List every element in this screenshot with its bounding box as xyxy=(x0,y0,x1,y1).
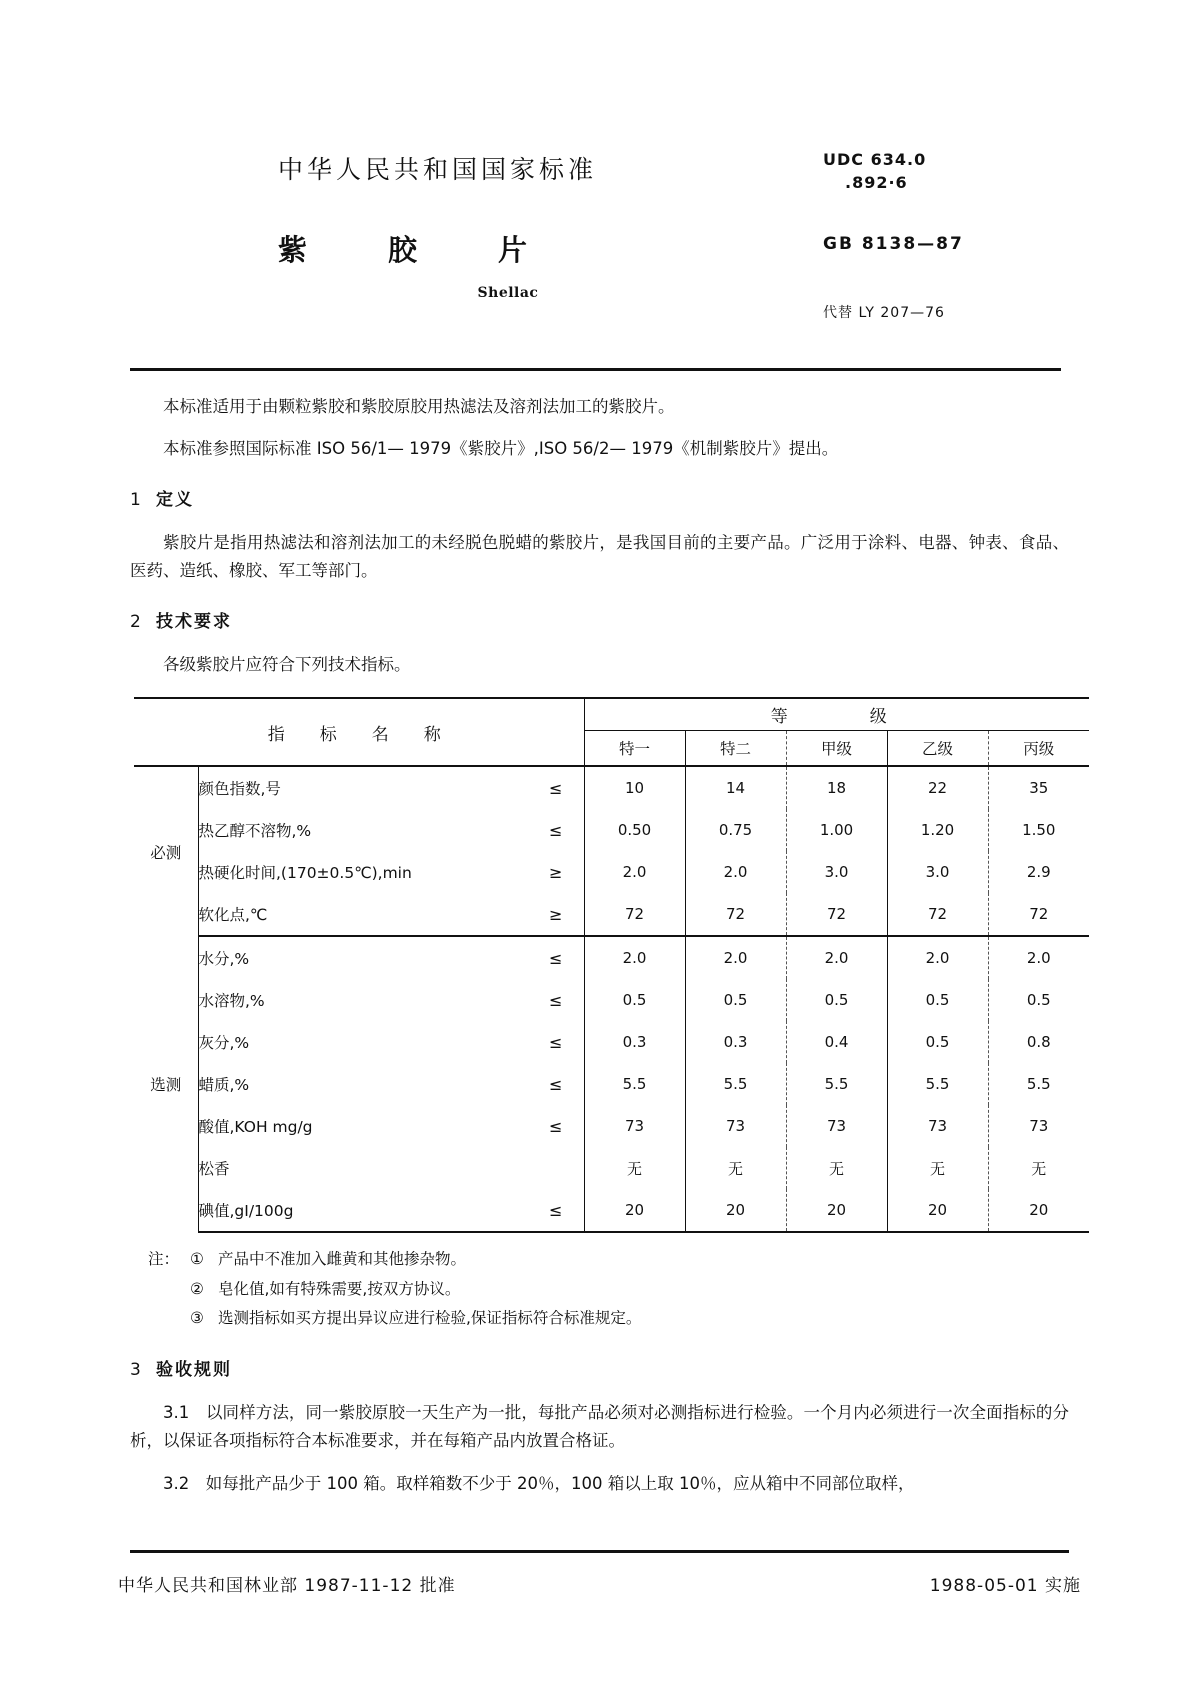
cell-value: 73 xyxy=(786,1105,887,1147)
note-text: 选测指标如买方提出异议应进行检验,保证指标符合标准规定。 xyxy=(218,1309,642,1328)
cell-value: 5.5 xyxy=(685,1063,786,1105)
grade-header-4: 丙级 xyxy=(988,730,1089,766)
page-title: 紫 胶 片 xyxy=(278,233,554,267)
cell-value: 14 xyxy=(685,766,786,809)
notes-label: 注： xyxy=(148,1250,180,1269)
item-name: 灰分,% xyxy=(198,1021,528,1063)
item-operator: ≥ xyxy=(528,893,584,936)
note-item xyxy=(148,1275,1069,1304)
grade-header-3: 乙级 xyxy=(887,730,988,766)
table-row xyxy=(134,1189,1089,1232)
cell-value: 20 xyxy=(685,1189,786,1232)
section-1-title: 定义 xyxy=(156,489,194,510)
table-row xyxy=(134,979,1089,1021)
cell-value: 73 xyxy=(584,1105,685,1147)
section-heading-2 xyxy=(130,586,1069,637)
section-1-number: 1 xyxy=(130,489,142,510)
cell-value: 2.0 xyxy=(685,936,786,979)
cell-value: 73 xyxy=(685,1105,786,1147)
column-header-grade: 等 级 xyxy=(584,698,1089,730)
cell-value: 72 xyxy=(786,893,887,936)
grade-header-2: 甲级 xyxy=(786,730,887,766)
table-row xyxy=(134,1105,1089,1147)
acceptance-rules-section xyxy=(130,1334,1069,1498)
table-body xyxy=(134,766,1089,1232)
table-row xyxy=(134,893,1089,936)
cell-value: 22 xyxy=(887,766,988,809)
table-notes xyxy=(148,1245,1069,1333)
item-operator: ≤ xyxy=(549,1116,563,1136)
cell-value: 2.0 xyxy=(887,936,988,979)
cell-value: 2.0 xyxy=(584,936,685,979)
cell-value: 3.0 xyxy=(887,851,988,893)
item-name: 颜色指数,号 xyxy=(198,766,528,809)
cell-value: 20 xyxy=(786,1189,887,1232)
item-name: 蜡质,% xyxy=(198,1063,528,1105)
section-2-number: 2 xyxy=(130,611,142,632)
cell-value: 72 xyxy=(988,893,1089,936)
cell-value: 72 xyxy=(584,893,685,936)
table-row xyxy=(134,936,1089,979)
item-name: 软化点,℃ xyxy=(198,893,528,936)
cell-value: 0.5 xyxy=(786,979,887,1021)
cell-value: 无 xyxy=(685,1147,786,1189)
gb-standard-number: GB 8138—87 xyxy=(823,234,964,254)
udc-code-line1: UDC 634.0 xyxy=(823,150,927,169)
cell-value: 0.3 xyxy=(584,1021,685,1063)
footer-approval-text: 中华人民共和国林业部 1987-11-12 批准 xyxy=(118,1576,456,1596)
item-operator: ≤ xyxy=(549,1074,563,1094)
cell-value: 18 xyxy=(786,766,887,809)
item-name: 水溶物,% xyxy=(198,979,528,1021)
document-footer xyxy=(118,1571,1081,1596)
cell-value: 2.0 xyxy=(584,851,685,893)
cell-value: 0.8 xyxy=(988,1021,1089,1063)
scope-paragraph-2: 本标准参照国际标准 ISO 56/1— 1979《紫胶片》,ISO 56/2— 1979《机制紫胶片》提出。 xyxy=(163,439,839,459)
item-operator xyxy=(528,1147,584,1189)
clause-3-1: 3.1 以同样方法，同一紫胶原胶一天生产为一批，每批产品必须对必测指标进行检验。一个月内必须进行一次全面指标的分析，以保证各项指标符合本标准要求，并在每箱产品内放置合格证。 xyxy=(130,1402,1069,1451)
cell-value: 无 xyxy=(786,1147,887,1189)
definition-paragraph: 紫胶片是指用热滤法和溶剂法加工的未经脱色脱蜡的紫胶片，是我国目前的主要产品。广泛用于涂料、电器、钟表、食品、医药、造纸、橡胶、军工等部门。 xyxy=(130,532,1069,581)
grade-header-0: 特一 xyxy=(584,730,685,766)
note-marker: ② xyxy=(190,1279,204,1298)
cell-value: 0.5 xyxy=(584,979,685,1021)
item-operator: ≤ xyxy=(549,820,563,840)
group-label-required: 必测 xyxy=(134,766,198,936)
cell-value: 无 xyxy=(988,1147,1089,1189)
cell-value: 35 xyxy=(988,766,1089,809)
technical-requirements-lead: 各级紫胶片应符合下列技术指标。 xyxy=(163,654,411,674)
cell-value: 无 xyxy=(887,1147,988,1189)
cell-value: 2.9 xyxy=(988,851,1089,893)
replaces-standard-note: 代替 LY 207—76 xyxy=(823,305,945,321)
cell-value: 0.5 xyxy=(685,979,786,1021)
item-name: 水分,% xyxy=(198,936,528,979)
item-operator: ≤ xyxy=(528,766,584,809)
note-item xyxy=(148,1304,1069,1333)
cell-value: 20 xyxy=(584,1189,685,1232)
cell-value: 2.0 xyxy=(685,851,786,893)
cell-value: 72 xyxy=(887,893,988,936)
item-name: 松香 xyxy=(198,1147,528,1189)
item-operator: ≤ xyxy=(549,1032,563,1052)
note-marker: ③ xyxy=(190,1309,204,1328)
note-item xyxy=(148,1245,1069,1274)
item-name: 热乙醇不溶物,% xyxy=(198,809,528,851)
cell-value: 20 xyxy=(988,1189,1089,1232)
footer-divider-rule xyxy=(130,1550,1069,1553)
document-body xyxy=(130,371,1069,679)
cell-value: 1.00 xyxy=(786,809,887,851)
note-text: 皂化值,如有特殊需要,按双方协议。 xyxy=(218,1279,461,1298)
table-row xyxy=(134,1063,1089,1105)
cell-value: 0.5 xyxy=(887,1021,988,1063)
standard-codes-block xyxy=(801,150,1061,322)
table-head xyxy=(134,698,1089,766)
table-row xyxy=(134,809,1089,851)
section-heading-1 xyxy=(130,464,1069,515)
cell-value: 73 xyxy=(988,1105,1089,1147)
spec-table-wrapper xyxy=(134,697,1069,1233)
cell-value: 5.5 xyxy=(786,1063,887,1105)
column-header-item-name: 指 标 名 称 xyxy=(134,698,584,766)
item-name: 酸值,KOH mg/g xyxy=(198,1105,528,1147)
cell-value: 2.0 xyxy=(786,936,887,979)
cell-value: 2.0 xyxy=(988,936,1089,979)
cell-value: 0.75 xyxy=(685,809,786,851)
section-3-number: 3 xyxy=(130,1359,142,1380)
cell-value: 0.4 xyxy=(786,1021,887,1063)
section-2-title: 技术要求 xyxy=(156,611,232,632)
table-row xyxy=(134,1021,1089,1063)
clause-3-2: 3.2 如每批产品少于 100 箱。取样箱数不少于 20％，100 箱以上取 10％，应从箱中不同部位取样， xyxy=(163,1473,915,1493)
cell-value: 72 xyxy=(685,893,786,936)
cell-value: 0.5 xyxy=(887,979,988,1021)
item-operator: ≤ xyxy=(528,1189,584,1232)
item-operator: ≥ xyxy=(549,862,563,882)
table-row xyxy=(134,766,1089,809)
technical-spec-table xyxy=(134,697,1089,1233)
cell-value: 73 xyxy=(887,1105,988,1147)
table-row xyxy=(134,1147,1089,1189)
item-operator: ≤ xyxy=(549,948,563,968)
note-marker: ① xyxy=(190,1250,204,1269)
table-row xyxy=(134,851,1089,893)
cell-value: 20 xyxy=(887,1189,988,1232)
footer-effective-date: 1988-05-01 实施 xyxy=(929,1576,1081,1596)
udc-code-line2: .892·6 xyxy=(845,173,908,192)
national-standard-title: 中华人民共和国国家标准 xyxy=(278,155,598,184)
cell-value: 3.0 xyxy=(786,851,887,893)
cell-value: 1.20 xyxy=(887,809,988,851)
page-subtitle-english: Shellac xyxy=(477,285,539,301)
cell-value: 1.50 xyxy=(988,809,1089,851)
cell-value: 0.3 xyxy=(685,1021,786,1063)
section-3-title: 验收规则 xyxy=(156,1359,232,1380)
section-heading-3 xyxy=(130,1334,1069,1385)
table-header-row-grade xyxy=(134,698,1089,730)
cell-value: 10 xyxy=(584,766,685,809)
item-operator: ≤ xyxy=(549,990,563,1010)
cell-value: 无 xyxy=(584,1147,685,1189)
cell-value: 5.5 xyxy=(988,1063,1089,1105)
item-name: 碘值,gI/100g xyxy=(198,1189,528,1232)
note-text: 产品中不准加入雌黄和其他掺杂物。 xyxy=(218,1250,467,1269)
cell-value: 0.50 xyxy=(584,809,685,851)
cell-value: 0.5 xyxy=(988,979,1089,1021)
cell-value: 5.5 xyxy=(584,1063,685,1105)
group-label-optional: 选测 xyxy=(150,1076,182,1095)
grade-header-1: 特二 xyxy=(685,730,786,766)
item-name: 热硬化时间,(170±0.5℃),min xyxy=(198,851,528,893)
scope-paragraph-1: 本标准适用于由颗粒紫胶和紫胶原胶用热滤法及溶剂法加工的紫胶片。 xyxy=(163,397,675,416)
document-header xyxy=(130,0,1061,350)
cell-value: 5.5 xyxy=(887,1063,988,1105)
